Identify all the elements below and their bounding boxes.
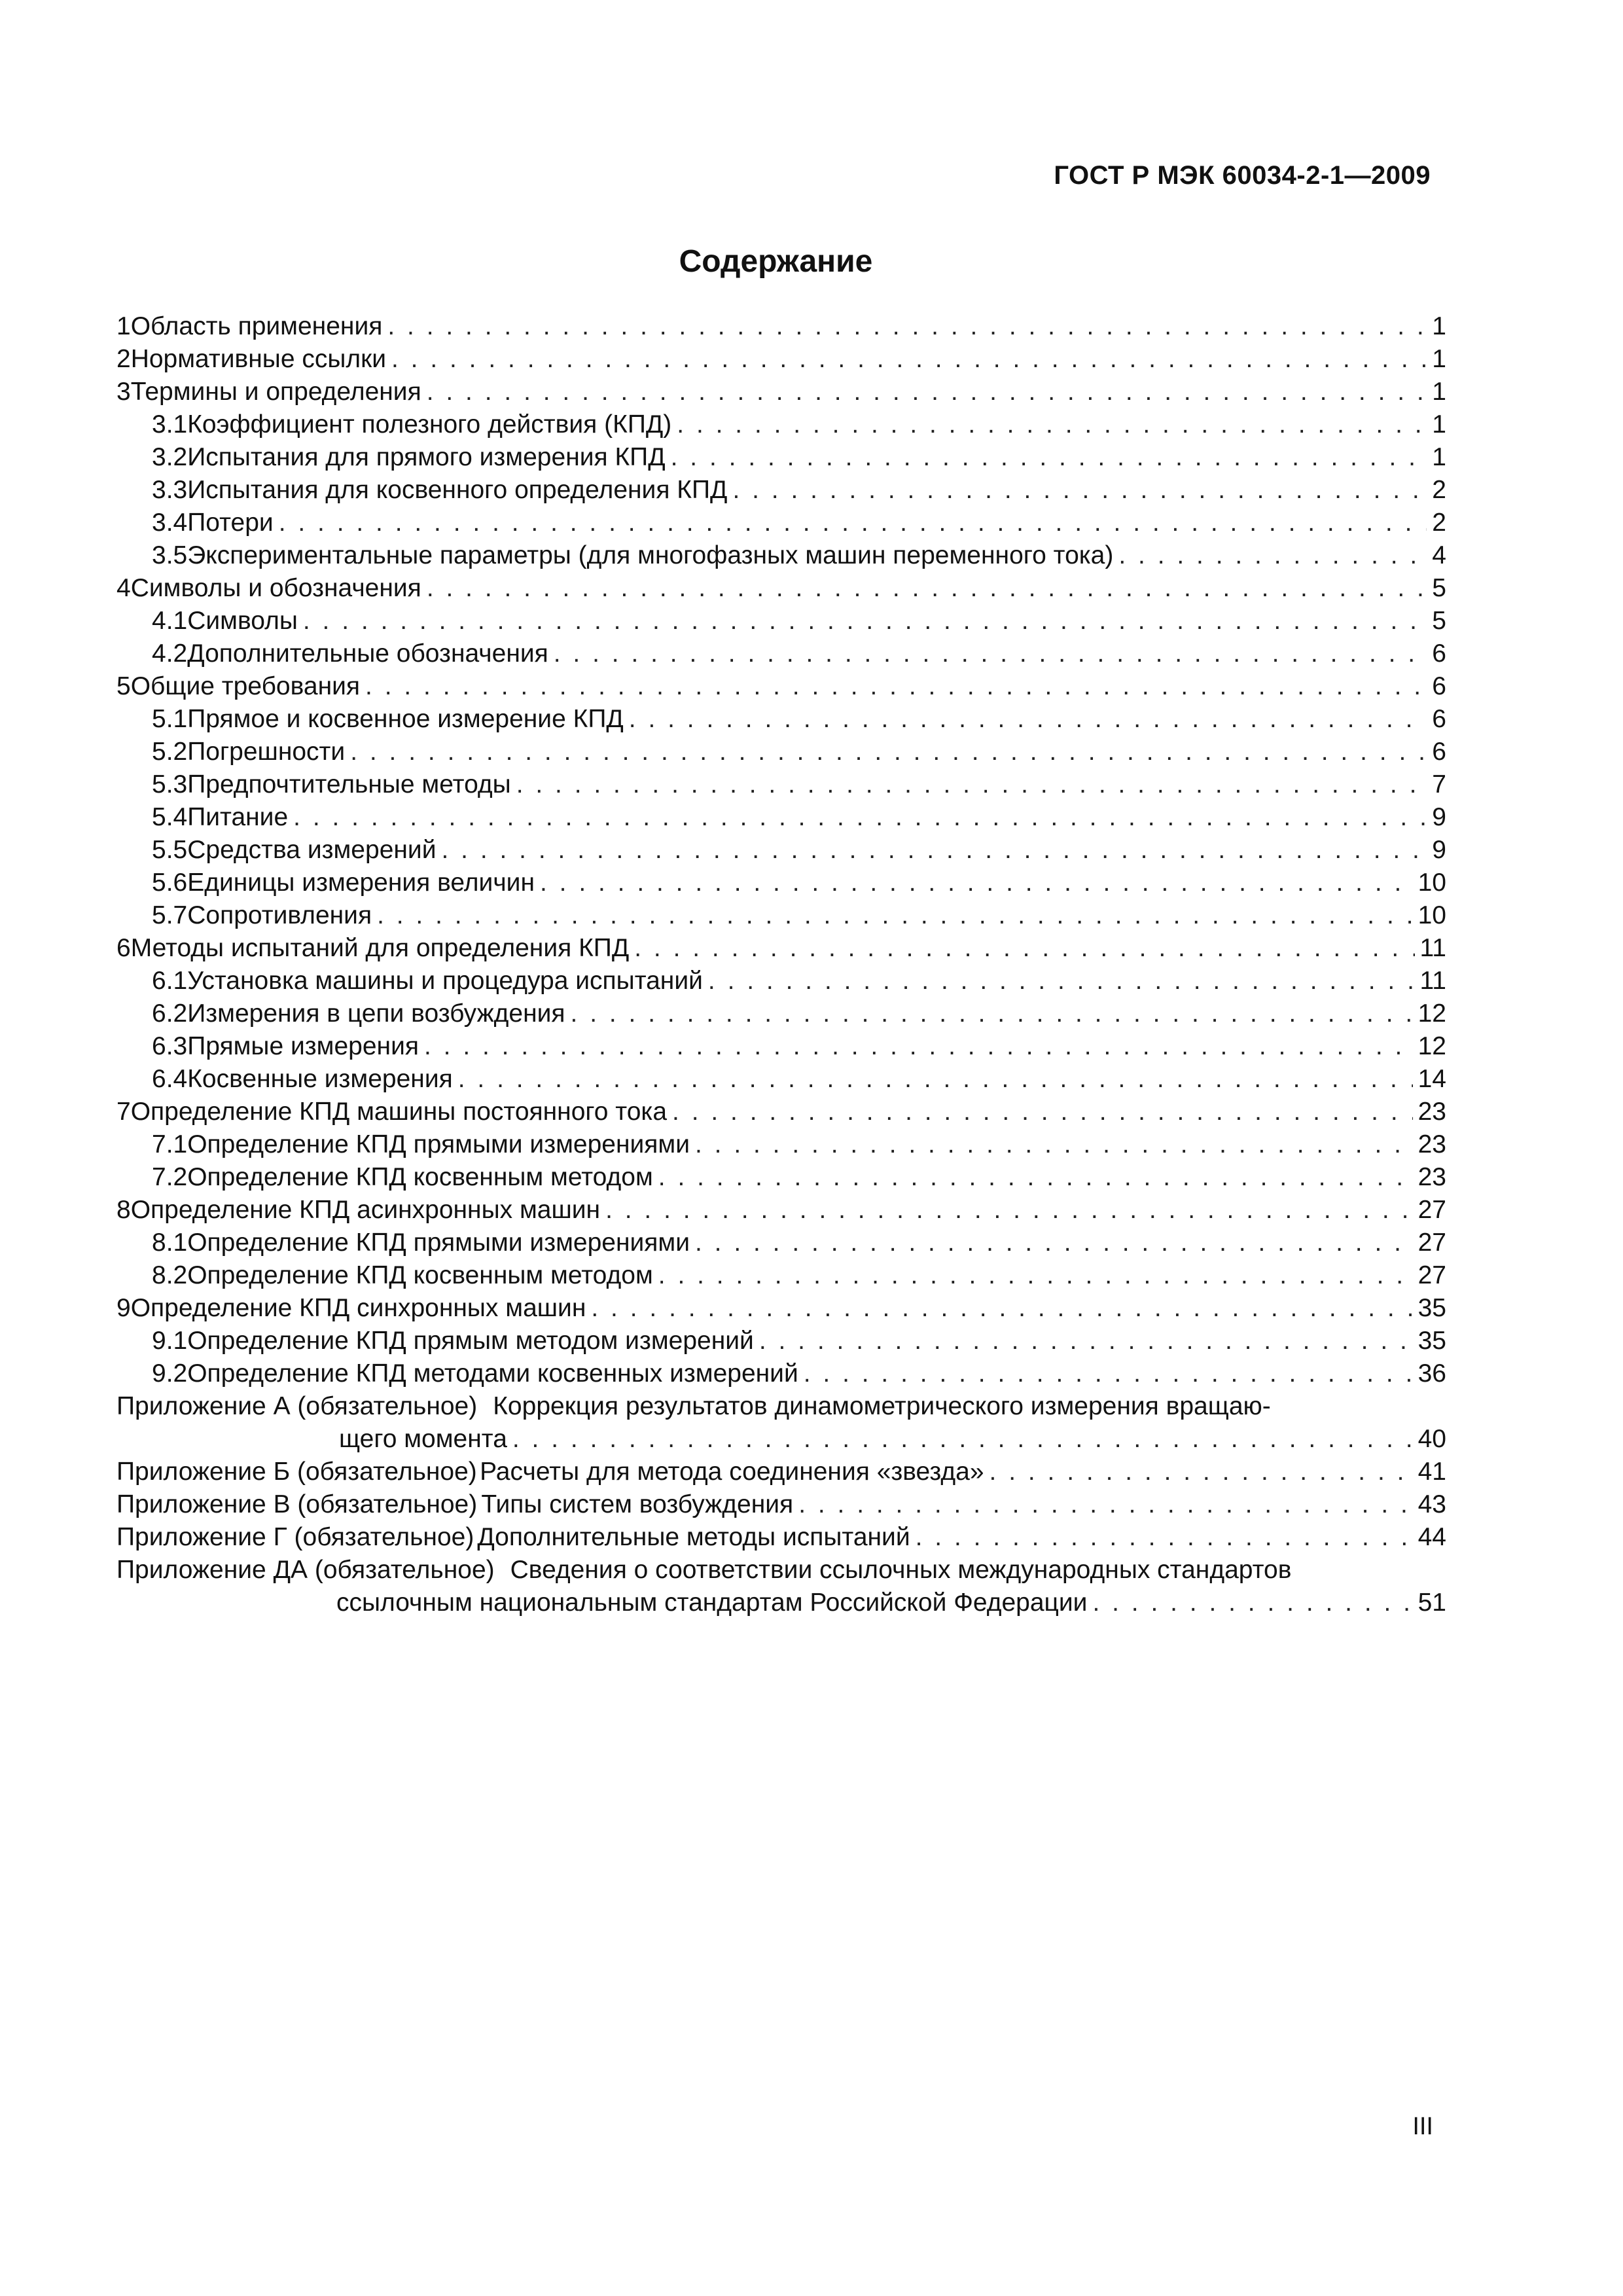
page-number: 23 (1418, 1130, 1446, 1158)
toc-appendix-g[interactable] (116, 1521, 1446, 1554)
section-number: 6.1 (152, 967, 188, 995)
section-title: Нормативные ссылки (130, 345, 386, 373)
toc-entry[interactable] (116, 899, 1446, 932)
page-number: 44 (1418, 1523, 1446, 1551)
page-title: Содержание (679, 244, 873, 279)
page-number: 11 (1419, 967, 1446, 995)
toc-appendix-v[interactable] (116, 1488, 1446, 1521)
toc-entry[interactable] (116, 932, 1446, 965)
section-number: 8.1 (152, 1229, 188, 1257)
section-number: 6.3 (152, 1032, 188, 1060)
section-title: Испытания для прямого измерения КПД (187, 443, 666, 471)
dot-leader (350, 736, 1427, 768)
section-title: Испытания для косвенного определения КПД (187, 476, 728, 504)
dot-leader (516, 768, 1427, 801)
section-number: 4.1 (152, 607, 188, 635)
dot-leader (798, 1488, 1412, 1521)
section-title: Питание (187, 803, 289, 831)
section-title: Символы и обозначения (130, 574, 421, 602)
dot-leader (671, 441, 1427, 474)
page-number: 9 (1432, 836, 1446, 864)
section-number: 3.5 (152, 541, 188, 569)
appendix-title: Типы систем возбуждения (481, 1490, 794, 1518)
section-title: Дополнительные обозначения (187, 639, 548, 668)
page-number: 2 (1432, 509, 1446, 537)
section-number: 2 (116, 345, 131, 373)
toc-entry[interactable] (116, 1063, 1446, 1096)
page-number: 1 (1432, 312, 1446, 340)
dot-leader (279, 507, 1427, 539)
appendix-title-line2: ссылочным национальным стандартам Российской Федерации (336, 1588, 1088, 1617)
page-number: 36 (1418, 1359, 1446, 1388)
page-number: 2 (1432, 476, 1446, 504)
section-title: Прямые измерения (187, 1032, 419, 1060)
toc-entry[interactable] (116, 605, 1446, 637)
dot-leader (427, 572, 1427, 605)
appendix-title: Дополнительные методы испытаний (477, 1523, 910, 1551)
page-folio: III (1412, 2113, 1433, 2140)
section-title: Определение КПД синхронных машин (130, 1294, 586, 1322)
toc-entry[interactable] (116, 376, 1446, 408)
section-number: 4 (116, 574, 131, 602)
toc-entry[interactable] (116, 1128, 1446, 1161)
section-number: 5.7 (152, 901, 188, 929)
section-title: Прямое и косвенное измерение КПД (187, 705, 624, 733)
page-number: 12 (1418, 1032, 1446, 1060)
section-number: 7.2 (152, 1163, 188, 1191)
toc-entry[interactable] (116, 1259, 1446, 1292)
page-number: 6 (1432, 738, 1446, 766)
appendix-label: Приложение В (обязательное) (116, 1490, 478, 1518)
section-title: Термины и определения (130, 378, 421, 406)
toc-entry[interactable] (116, 670, 1446, 703)
page-number: 6 (1432, 705, 1446, 733)
dot-leader (695, 1128, 1413, 1161)
page-number: 40 (1418, 1425, 1446, 1453)
toc-appendix-b[interactable] (116, 1456, 1446, 1488)
section-number: 3.4 (152, 509, 188, 537)
toc-entry[interactable] (116, 441, 1446, 474)
toc-entry[interactable] (116, 1227, 1446, 1259)
table-of-contents (116, 310, 1446, 1619)
toc-entry[interactable] (116, 703, 1446, 736)
section-number: 9 (116, 1294, 131, 1322)
section-title: Установка машины и процедура испытаний (187, 967, 703, 995)
appendix-label: Приложение А (обязательное) (116, 1392, 478, 1420)
appendix-label: Приложение Г (обязательное) (116, 1523, 474, 1551)
toc-entry[interactable] (116, 736, 1446, 768)
section-number: 3.1 (152, 410, 188, 439)
toc-entry[interactable] (116, 1325, 1446, 1357)
toc-entry[interactable] (116, 768, 1446, 801)
page-number: 7 (1432, 770, 1446, 798)
section-title: Сопротивления (187, 901, 372, 929)
page-number: 27 (1418, 1196, 1446, 1224)
toc-entry[interactable] (116, 1161, 1446, 1194)
toc-entry[interactable] (116, 408, 1446, 441)
page-number: 5 (1432, 607, 1446, 635)
appendix-title-line2: щего момента (339, 1425, 507, 1453)
section-number: 6.4 (152, 1065, 188, 1093)
page-number: 27 (1418, 1261, 1446, 1289)
section-title: Область применения (130, 312, 383, 340)
section-number: 7 (116, 1098, 131, 1126)
section-number: 9.1 (152, 1327, 188, 1355)
dot-leader (1118, 539, 1427, 572)
page-number: 14 (1418, 1065, 1446, 1093)
toc-entry[interactable] (116, 1357, 1446, 1390)
section-title: Экспериментальные параметры (для многофазных машин переменного тока) (187, 541, 1114, 569)
dot-leader (605, 1194, 1413, 1227)
toc-entry[interactable] (116, 1030, 1446, 1063)
dot-leader (695, 1227, 1413, 1259)
dot-leader (512, 1423, 1413, 1456)
page-number: 9 (1432, 803, 1446, 831)
dot-leader (540, 867, 1413, 899)
section-title: Определение КПД прямым методом измерений (187, 1327, 754, 1355)
page-number: 35 (1418, 1327, 1446, 1355)
section-number: 3.3 (152, 476, 188, 504)
section-number: 5.6 (152, 869, 188, 897)
page-number: 1 (1432, 378, 1446, 406)
page-number: 35 (1418, 1294, 1446, 1322)
section-title: Погрешности (187, 738, 346, 766)
dot-leader (672, 1096, 1413, 1128)
section-title: Общие требования (130, 672, 361, 700)
toc-entries (116, 310, 1446, 1390)
dot-leader (634, 932, 1414, 965)
dot-leader (387, 310, 1427, 343)
section-number: 5.3 (152, 770, 188, 798)
section-number: 5.1 (152, 705, 188, 733)
dot-leader (377, 899, 1413, 932)
page-number: 1 (1432, 410, 1446, 439)
section-title: Косвенные измерения (187, 1065, 453, 1093)
section-title: Определение КПД машины постоянного тока (130, 1098, 668, 1126)
appendix-label: Приложение Б (обязательное) (116, 1458, 477, 1486)
page-number: 51 (1418, 1588, 1446, 1617)
page-number: 11 (1419, 934, 1446, 962)
toc-entry[interactable] (116, 997, 1446, 1030)
toc-entry[interactable] (116, 343, 1446, 376)
section-title: Коэффициент полезного действия (КПД) (187, 410, 672, 439)
page-number: 10 (1418, 901, 1446, 929)
dot-leader (391, 343, 1427, 376)
toc-entry[interactable] (116, 1194, 1446, 1227)
dot-leader (1092, 1587, 1412, 1619)
dot-leader (427, 376, 1427, 408)
appendix-title-line1: Сведения о соответствии ссылочных международных стандартов (510, 1556, 1292, 1584)
dot-leader (732, 474, 1427, 507)
toc-entry[interactable] (116, 1292, 1446, 1325)
dot-leader (804, 1357, 1413, 1390)
section-title: Определение КПД асинхронных машин (130, 1196, 601, 1224)
toc-entry[interactable] (116, 867, 1446, 899)
page-number: 4 (1432, 541, 1446, 569)
section-number: 6 (116, 934, 131, 962)
dot-leader (293, 801, 1427, 834)
section-title: Измерения в цепи возбуждения (187, 999, 565, 1028)
toc-entry[interactable] (116, 572, 1446, 605)
dot-leader (759, 1325, 1413, 1357)
dot-leader (658, 1161, 1413, 1194)
dot-leader (303, 605, 1427, 637)
page-number: 43 (1418, 1490, 1446, 1518)
section-number: 3 (116, 378, 131, 406)
section-title: Единицы измерения величин (187, 869, 535, 897)
section-number: 5.5 (152, 836, 188, 864)
section-title: Определение КПД косвенным методом (187, 1261, 653, 1289)
page-number: 23 (1418, 1163, 1446, 1191)
section-title: Предпочтительные методы (187, 770, 511, 798)
section-title: Определение КПД прямыми измерениями (187, 1130, 690, 1158)
dot-leader (571, 997, 1413, 1030)
toc-entry[interactable] (116, 539, 1446, 572)
section-number: 5.4 (152, 803, 188, 831)
dot-leader (708, 965, 1415, 997)
dot-leader (458, 1063, 1413, 1096)
dot-leader (554, 637, 1427, 670)
section-title: Определение КПД прямыми измерениями (187, 1229, 690, 1257)
section-number: 1 (116, 312, 131, 340)
section-number: 5 (116, 672, 131, 700)
section-title: Символы (187, 607, 298, 635)
page-number: 1 (1432, 443, 1446, 471)
section-title: Средства измерений (187, 836, 437, 864)
page-number: 6 (1432, 639, 1446, 668)
section-number: 8.2 (152, 1261, 188, 1289)
dot-leader (365, 670, 1427, 703)
toc-entry[interactable] (116, 637, 1446, 670)
dot-leader (591, 1292, 1412, 1325)
page-number: 12 (1418, 999, 1446, 1028)
appendix-label: Приложение ДА (обязательное) (116, 1556, 495, 1584)
toc-entry[interactable] (116, 310, 1446, 343)
appendix-title-line1: Коррекция результатов динамометрического измерения вращаю- (493, 1392, 1271, 1420)
toc-appendix-a[interactable] (116, 1390, 1446, 1456)
section-number: 5.2 (152, 738, 188, 766)
appendix-title: Расчеты для метода соединения «звезда» (480, 1458, 984, 1486)
page-number: 27 (1418, 1229, 1446, 1257)
section-title: Определение КПД косвенным методом (187, 1163, 653, 1191)
toc-entry[interactable] (116, 1096, 1446, 1128)
toc-entry[interactable] (116, 965, 1446, 997)
section-number: 9.2 (152, 1359, 188, 1388)
toc-entry[interactable] (116, 474, 1446, 507)
page-number: 6 (1432, 672, 1446, 700)
dot-leader (442, 834, 1427, 867)
dot-leader (629, 703, 1427, 736)
dot-leader (677, 408, 1427, 441)
section-number: 3.2 (152, 443, 188, 471)
section-title: Потери (187, 509, 274, 537)
page-number: 10 (1418, 869, 1446, 897)
toc-appendix-da[interactable] (116, 1554, 1446, 1619)
toc-entry[interactable] (116, 801, 1446, 834)
dot-leader (658, 1259, 1413, 1292)
section-number: 6.2 (152, 999, 188, 1028)
document-header: ГОСТ Р МЭК 60034-2-1—2009 (1054, 161, 1431, 190)
section-title: Методы испытаний для определения КПД (130, 934, 630, 962)
page-number: 5 (1432, 574, 1446, 602)
dot-leader (424, 1030, 1413, 1063)
toc-entry[interactable] (116, 507, 1446, 539)
page-number: 1 (1432, 345, 1446, 373)
section-number: 4.2 (152, 639, 188, 668)
section-title: Определение КПД методами косвенных измерений (187, 1359, 798, 1388)
section-number: 7.1 (152, 1130, 188, 1158)
dot-leader (916, 1521, 1413, 1554)
toc-entry[interactable] (116, 834, 1446, 867)
section-number: 8 (116, 1196, 131, 1224)
page-number: 41 (1418, 1458, 1446, 1486)
dot-leader (990, 1456, 1413, 1488)
page-number: 23 (1418, 1098, 1446, 1126)
